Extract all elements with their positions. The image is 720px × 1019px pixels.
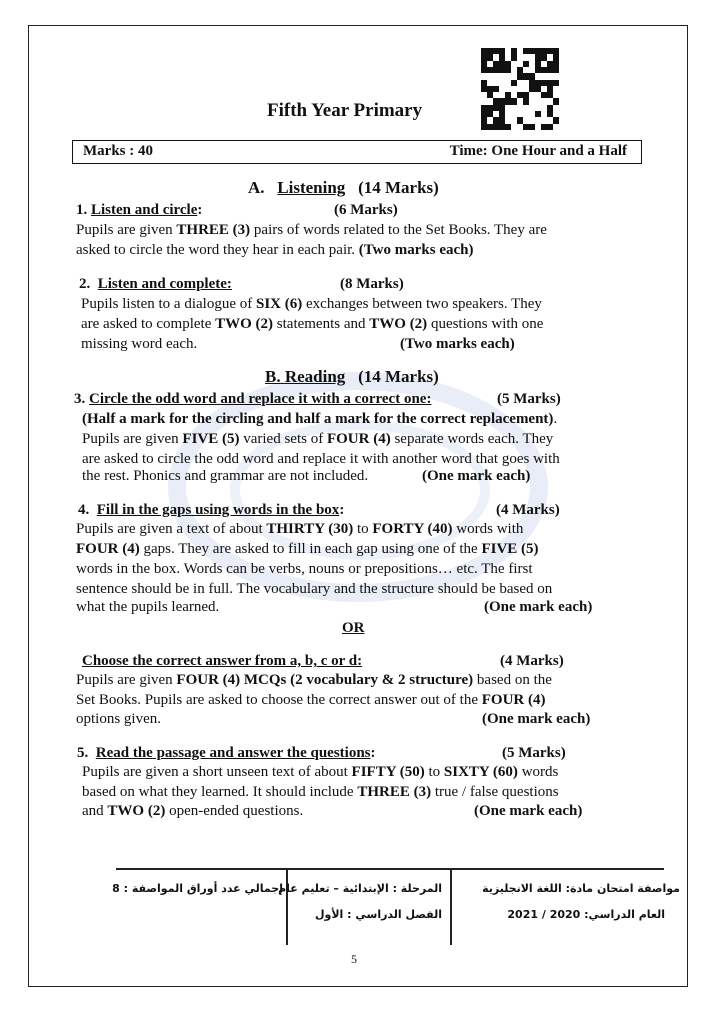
section-b-heading: B. Reading (14 Marks) [265, 367, 439, 386]
q2-marks: (8 Marks) [340, 276, 404, 292]
q4-alt-marks: (4 Marks) [500, 653, 564, 669]
q5-line-3-marks: (One mark each) [474, 803, 583, 819]
q3-note: (Half a mark for the circling and half a mark for the correct replacement). [82, 411, 558, 427]
q2-line-3: missing word each. [81, 336, 198, 352]
q4-alt-line-3: options given. [76, 711, 161, 727]
q4-alt-line-2: Set Books. Pupils are asked to choose the correct answer out of the FOUR (4) [76, 692, 546, 708]
q5-line-3: and TWO (2) open-ended questions. [82, 803, 304, 819]
marks-time-box [72, 140, 642, 164]
q4-alt-line-3-marks: (One mark each) [482, 711, 591, 727]
footer-column-divider-2 [450, 869, 452, 945]
or-separator: OR [342, 620, 365, 636]
q3-heading: 3. Circle the odd word and replace it with a correct one: [74, 391, 432, 407]
total-marks: Marks : 40 [83, 143, 153, 159]
q4-line-2: FOUR (4) gaps. They are asked to fill in each gap using one of the FIVE (5) [76, 541, 539, 557]
q4-alt-heading: Choose the correct answer from a, b, c or d: [82, 653, 363, 669]
q4-line-1: Pupils are given a text of about THIRTY (30) to FORTY (40) words with [76, 521, 524, 537]
page-number: 5 [351, 952, 357, 966]
q1-heading: 1. Listen and circle: [76, 202, 203, 218]
q4-line-5-marks: (One mark each) [484, 599, 593, 615]
q4-line-3: words in the box. Words can be verbs, nouns or prepositions… etc. The first [76, 561, 533, 577]
q1-line-2: asked to circle the word they hear in each pair. (Two marks each) [76, 242, 474, 258]
section-a-heading: A. Listening (14 Marks) [248, 178, 439, 197]
q2-line-1: Pupils listen to a dialogue of SIX (6) exchanges between two speakers. They [81, 296, 542, 312]
qr-code [481, 48, 559, 130]
exam-time: Time: One Hour and a Half [449, 143, 627, 159]
q2-heading: 2. Listen and complete: [79, 276, 232, 292]
footer-subject: مواصفة امتحان مادة: اللغة الانجليزية [482, 882, 680, 895]
footer-term: الفصل الدراسي : الأول [314, 908, 442, 921]
q4-line-4: sentence should be in full. The vocabulary and the structure should be based on [76, 581, 553, 597]
footer-divider [116, 868, 664, 870]
q4-line-5: what the pupils learned. [76, 599, 220, 615]
q3-marks: (5 Marks) [497, 391, 561, 407]
footer-total-sheets: إجمالي عدد أوراق المواصفة : 8 [112, 882, 283, 895]
q4-heading: 4. Fill in the gaps using words in the box: [78, 502, 345, 518]
q1-marks: (6 Marks) [334, 202, 398, 218]
q3-line-3: the rest. Phonics and grammar are not included. [82, 468, 369, 484]
q3-line-1: Pupils are given FIVE (5) varied sets of FOUR (4) separate words each. They [82, 431, 554, 447]
q5-line-2: based on what they learned. It should include THREE (3) true / false questions [82, 784, 559, 800]
q5-heading: 5. Read the passage and answer the questions: [77, 745, 376, 761]
footer-column-divider-1 [286, 869, 288, 945]
q3-line-3-marks: (One mark each) [422, 468, 531, 484]
footer-stage: المرحلة : الإبتدائية – تعليم عام [278, 882, 442, 895]
q4-marks: (4 Marks) [496, 502, 560, 518]
footer-year: العام الدراسي: 2020 / 2021 [507, 908, 665, 921]
q1-line-1: Pupils are given THREE (3) pairs of words related to the Set Books. They are [76, 222, 547, 238]
q3-line-2: are asked to circle the odd word and replace it with another word that goes with [82, 451, 560, 467]
q5-line-1: Pupils are given a short unseen text of about FIFTY (50) to SIXTY (60) words [82, 764, 559, 780]
q2-line-3-marks: (Two marks each) [400, 336, 515, 352]
q5-marks: (5 Marks) [502, 745, 566, 761]
page-title: Fifth Year Primary [267, 100, 423, 121]
q4-alt-line-1: Pupils are given FOUR (4) MCQs (2 vocabulary & 2 structure) based on the [76, 672, 552, 688]
q2-line-2: are asked to complete TWO (2) statements and TWO (2) questions with one [81, 316, 544, 332]
